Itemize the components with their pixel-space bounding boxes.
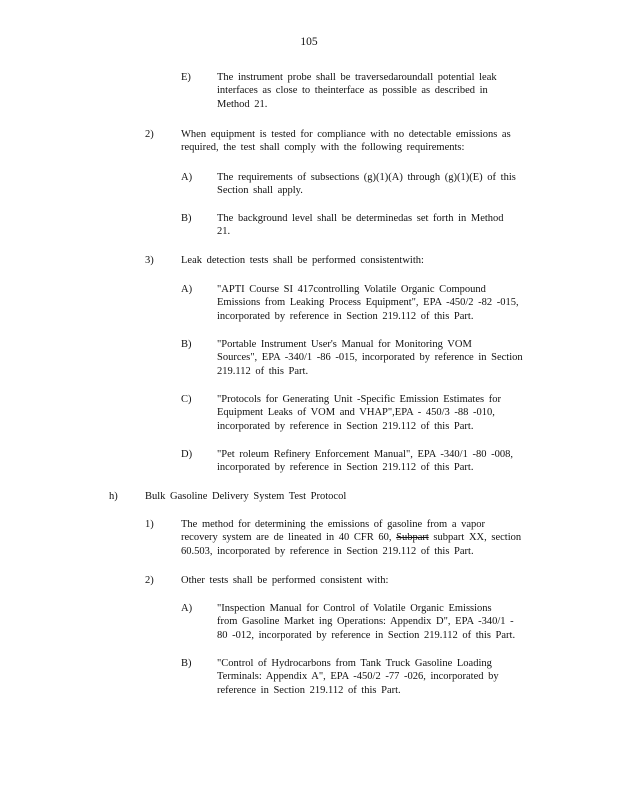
text-line: 60.503, incorporated by reference in Section 219.112 of this Part.	[181, 545, 474, 557]
text-line: incorporated by reference in Section 219.112 of this Part.	[217, 420, 474, 432]
item-text-h2A	[217, 602, 515, 642]
text-line: Section shall apply.	[217, 185, 303, 197]
item-label-3B: B)	[181, 339, 192, 350]
item-label-h2: 2)	[145, 575, 154, 586]
item-label-3D: D)	[181, 449, 193, 460]
item-label-3A: A)	[181, 284, 193, 295]
item-text-3A	[217, 283, 519, 323]
item-label-3: 3)	[145, 255, 154, 266]
text-line: required, the test shall comply with the following requirements:	[181, 142, 465, 154]
item-label-3C: C)	[181, 394, 192, 405]
item-label-E: E)	[181, 72, 191, 83]
item-label-h1: 1)	[145, 519, 154, 530]
text-line: "Inspection Manual for Control of Volatile Organic Emissions	[217, 603, 492, 614]
text-line: "Protocols for Generating Unit -Specific Emission Estimates for	[217, 394, 501, 405]
text-line: Method 21.	[217, 98, 268, 110]
item-text-h1	[181, 518, 521, 558]
text-line: interfaces as close to theinterface as possible as described in	[217, 85, 488, 97]
text-line: The method for determining the emissions of gasoline from a vapor	[181, 519, 486, 530]
page-number: 105	[300, 36, 318, 48]
text-line: Terminals: Appendix A", EPA -450/2 -77 -026, incorporated by	[217, 671, 499, 683]
item-text-2A	[217, 171, 516, 198]
text-line: incorporated by reference in Section 219.112 of this Part.	[217, 462, 474, 474]
item-label-h2A: A)	[181, 603, 193, 614]
text-line: 21.	[217, 226, 231, 238]
item-text-2	[181, 128, 511, 155]
item-text-3	[181, 254, 424, 267]
text-segment: subpart XX, section	[433, 532, 522, 544]
text-line: incorporated by reference in Section 219.112 of this Part.	[217, 310, 474, 322]
text-line: "Pet roleum Refinery Enforcement Manual", EPA -340/1 -80 -008,	[217, 449, 513, 460]
text-line: Equipment Leaks of VOM and VHAP",EPA - 450/3 -88 -010,	[217, 407, 495, 419]
section-label-h: h)	[109, 491, 118, 502]
text-segment: recovery system are de lineated in 40 CFR 60,	[181, 532, 392, 544]
text-line: Bulk Gasoline Delivery System Test Protocol	[145, 491, 347, 502]
item-text-E	[217, 71, 497, 111]
text-line: reference in Section 219.112 of this Part.	[217, 684, 401, 696]
item-text-h2B	[217, 657, 499, 697]
item-text-2B	[217, 212, 504, 239]
text-line	[181, 531, 521, 544]
item-text-3B	[217, 338, 523, 378]
text-line: "APTI Course SI 417controlling Volatile Organic Compound	[217, 284, 486, 295]
text-line: The background level shall be determinedas set forth in Method	[217, 213, 504, 224]
text-line: 80 -012, incorporated by reference in Section 219.112 of this Part.	[217, 629, 516, 641]
item-label-2A: A)	[181, 172, 193, 183]
text-line: Sources", EPA -340/1 -86 -015, incorporated by reference in Section	[217, 352, 523, 364]
item-label-2B: B)	[181, 213, 192, 224]
item-label-h2B: B)	[181, 658, 192, 669]
item-text-3D	[217, 448, 513, 475]
text-line: Leak detection tests shall be performed consistentwith:	[181, 255, 424, 266]
text-line: Other tests shall be performed consistent with:	[181, 575, 389, 586]
text-line: Emissions from Leaking Process Equipment", EPA -450/2 -82 -015,	[217, 297, 519, 309]
text-line: "Control of Hydrocarbons from Tank Truck Gasoline Loading	[217, 658, 492, 669]
item-text-h2	[181, 574, 388, 587]
text-line: from Gasoline Market ing Operations: Appendix D", EPA -340/1 -	[217, 616, 514, 628]
text-line: 219.112 of this Part.	[217, 365, 309, 377]
text-line: The instrument probe shall be traversedaroundall potential leak	[217, 72, 497, 83]
text-line: "Portable Instrument User's Manual for Monitoring VOM	[217, 339, 472, 350]
text-line: When equipment is tested for compliance with no detectable emissions as	[181, 129, 511, 140]
section-heading-h	[145, 490, 346, 503]
item-text-3C	[217, 393, 501, 433]
struck-text: Subpart	[396, 532, 429, 544]
item-label-2: 2)	[145, 129, 154, 140]
text-line: The requirements of subsections (g)(1)(A) through (g)(1)(E) of this	[217, 172, 516, 183]
